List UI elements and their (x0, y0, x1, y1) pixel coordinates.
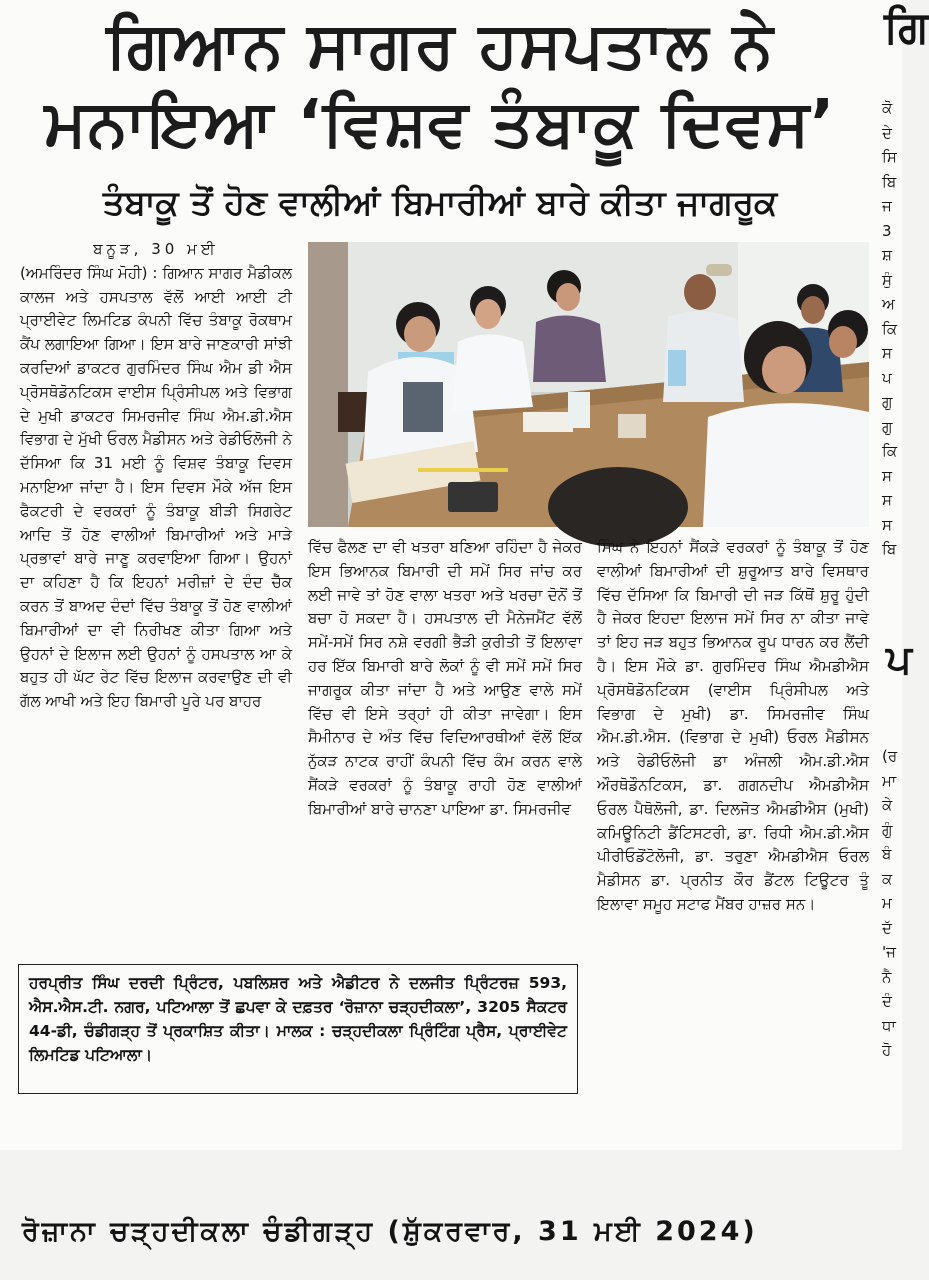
fragment-line: ਸ (882, 344, 892, 362)
fragment-line: ਕਿ (882, 442, 898, 460)
fragment-line: ਬੰ (882, 845, 892, 863)
fragment-line: ਪ (882, 368, 892, 387)
fragment-line: ਗੁੰ (882, 820, 893, 839)
fragment-line: ਸ (882, 491, 892, 509)
article-photo (308, 242, 869, 527)
article-column-2 (308, 536, 582, 956)
fragment-line: 'ਜ (882, 943, 896, 961)
fragment-line: ਨੈ (882, 967, 892, 986)
printer-imprint-box (18, 964, 578, 1094)
fragment-line: ਮ (882, 894, 892, 912)
fragment-line: ਕਿ (882, 319, 898, 338)
fragment-line: ਕ (882, 869, 893, 888)
newspaper-footer-line: ਰੋਜ਼ਾਨਾ ਚੜ੍ਹਦੀਕਲਾ ਚੰਡੀਗੜ੍ਹ (ਸ਼ੁੱਕਰਵਾਰ, 31 ਮਈ 2024) (22, 1216, 758, 1247)
fragment-line: ਕੇ (882, 796, 893, 814)
article-column-1 (20, 238, 292, 958)
fragment-line: ਸਿ (882, 148, 897, 166)
fragment-line: ਦੰ (882, 992, 892, 1010)
fragment-line: ਕੋ (882, 99, 893, 117)
imprint-text: ਹਰਪ੍ਰੀਤ ਸਿੰਘ ਦਰਦੀ ਪ੍ਰਿੰਟਰ, ਪਬਲਿਸ਼ਰ ਅਤੇ ਐਡੀਟਰ ਨੇ ਦਲਜੀਤ ਪ੍ਰਿੰਟਰਜ਼ 593, ਐਸ.ਐਸ.ਟੀ. ਨਗਰ, ਪਟਿਆਲਾ ਤੋਂ ਛਪਵਾ ਕੇ ਦਫ਼ਤਰ ‘ਰੋਜ਼ਾਨਾ ਚੜ੍ਹਦੀਕਲਾ’, 3205 ਸੈਕਟਰ 44-ਡੀ, ਚੰਡੀਗੜ੍ਹ ਤੋਂ ਪ੍ਰਕਾਸ਼ਿਤ ਕੀਤਾ। ਮਾਲਕ : ਚੜ੍ਹਦੀਕਲਾ ਪ੍ਰਿੰਟਿੰਗ ਪ੍ਰੈਸ, ਪ੍ਰਾਈਵੇਟ ਲਿਮਟਿਡ ਪਟਿਆਲਾ। (29, 974, 567, 1064)
fragment-line: 3 (882, 221, 892, 240)
adjacent-subhead-fragment: ਪ (886, 637, 912, 683)
adjacent-text-fragment-bottom (882, 744, 912, 1114)
fragment-line: ਮਾ (882, 771, 897, 790)
article-text-1: (ਅਮਰਿੰਦਰ ਸਿੰਘ ਮੋਹੀ) : ਗਿਆਨ ਸਾਗਰ ਮੈਡੀਕਲ ਕਾਲਜ ਅਤੇ ਹਸਪਤਾਲ ਵੱਲੋਂ ਆਈ ਆਈ ਟੀ ਪ੍ਰਾਈਵੇਟ ਲਿਮਟਿਡ ਕੰਪਨੀ ਵਿੱਚ ਤੰਬਾਕੂ ਰੋਕਥਾਮ ਕੈਂਪ ਲਗਾਇਆ ਗਿਆ। ਇਸ ਬਾਰੇ ਜਾਣਕਾਰੀ ਸਾਂਝੀ ਕਰਦਿਆਂ ਡਾਕਟਰ ਗੁਰਮਿੰਦਰ ਸਿੰਘ ਐਮ ਡੀ ਐਸ ਪ੍ਰੋਸਥੋਡੋਨਟਿਕਸ ਵਾਈਸ ਪ੍ਰਿੰਸੀਪਲ ਅਤੇ ਵਿਭਾਗ ਦੇ ਮੁਖੀ ਡਾਕਟਰ ਸਿਮਰਜੀਵ ਸਿੰਘ ਐਮ.ਡੀ.ਐਸ ਵਿਭਾਗ ਦੇ ਮੁੱਖੀ ਓਰਲ ਮੈਡੀਸਨ ਅਤੇ ਰੇਡੀਓਲੋਜੀ ਨੇ ਦੱਸਿਆ ਕਿ 31 ਮਈ ਨੂੰ ਵਿਸ਼ਵ ਤੰਬਾਕੂ ਦਿਵਸ ਮਨਾਇਆ ਜਾਂਦਾ ਹੈ। ਇਸ ਦਿਵਸ ਮੌਕੇ ਅੱਜ ਇਸ ਫੈਕਟਰੀ ਦੇ ਵਰਕਰਾਂ ਨੂੰ ਤੰਬਾਕੂ ਬੀੜੀ ਸਿਗਰੇਟ ਆਦਿ ਤੋਂ ਹੋਣ ਵਾਲੀਆਂ ਬਿਮਾਰੀਆਂ ਅਤੇ ਮਾੜੇ ਪ੍ਰਭਾਵਾਂ ਬਾਰੇ ਜਾਣੂ ਕਰਵਾਇਆ ਗਿਆ। ਉਹਨਾਂ ਦਾ ਕਹਿਣਾ ਹੈ ਕਿ ਇਹਨਾਂ ਮਰੀਜ਼ਾਂ ਦੇ ਦੰਦ ਚੈੱਕ ਕਰਨ ਤੋਂ ਬਾਅਦ ਦੰਦਾਂ ਵਿੱਚ ਤੰਬਾਕੂ ਤੋਂ ਹੋਣ ਵਾਲੀਆਂ ਬਿਮਾਰੀਆਂ ਦਾ ਵੀ ਨਿਰੀਖਣ ਕੀਤਾ ਗਿਆ ਅਤੇ ਉਹਨਾਂ ਦੇ ਇਲਾਜ ਲਈ ਉਹਨਾਂ ਨੂੰ ਹਸਪਤਾਲ ਆ ਕੇ ਬਹੁਤ ਹੀ ਘੱਟ ਰੇਟ ਵਿੱਚ ਇਲਾਜ ਕਰਵਾਉਣ ਦੀ ਵੀ ਗੱਲ ਆਖੀ ਅਤੇ ਇਹ ਬਿਮਾਰੀ ਪੂਰੇ ਪਰ ਬਾਹਰ (20, 263, 292, 711)
subheadline: ਤੰਬਾਕੂ ਤੋਂ ਹੋਣ ਵਾਲੀਆਂ ਬਿਮਾਰੀਆਂ ਬਾਰੇ ਕੀਤਾ ਜਾਗਰੂਕ (102, 183, 778, 223)
fragment-line: ਸ (882, 515, 892, 534)
article-column-3 (597, 536, 869, 1078)
fragment-line: ਅ (882, 295, 895, 313)
article-text-3: ਸਿੰਘ ਨੇ ਇਹਨਾਂ ਸੈਂਕੜੇ ਵਰਕਰਾਂ ਨੂੰ ਤੰਬਾਕੂ ਤੋਂ ਹੋਣ ਵਾਲੀਆਂ ਬਿਮਾਰੀਆਂ ਦੀ ਸ਼ੁਰੂਆਤ ਬਾਰੇ ਵਿਸਥਾਰ ਵਿੱਚ ਦੱਸਿਆ ਕਿ ਬਿਮਾਰੀ ਦੀ ਜੜ ਕਿੱਥੋਂ ਸ਼ੁਰੂ ਹੁੰਦੀ ਹੈ ਜੇਕਰ ਇਹਦਾ ਇਲਾਜ ਸਮੇਂ ਸਿਰ ਨਾ ਕੀਤਾ ਜਾਵੇ ਤਾਂ ਇਹ ਜੜ ਬਹੁਤ ਭਿਆਨਕ ਰੂਪ ਧਾਰਨ ਕਰ ਲੈਂਦੀ ਹੈ। ਇਸ ਮੌਕੇ ਡਾ. ਗੁਰਮਿੰਦਰ ਸਿੰਘ ਐਮਡੀਐਸ ਪ੍ਰੋਸਥੋਡੋਨਟਿਕਸ (ਵਾਈਸ ਪ੍ਰਿੰਸੀਪਲ ਅਤੇ ਵਿਭਾਗ ਦੇ ਮੁਖੀ) ਡਾ. ਸਿਮਰਜੀਵ ਸਿੰਘ ਐਮ.ਡੀ.ਐਸ. (ਵਿਭਾਗ ਦੇ ਮੁਖੀ) ਓਰਲ ਮੈਡੀਸਨ ਅਤੇ ਰੇਡੀਓਲੋਜੀ ਡਾ ਅੰਜਲੀ ਐਮ.ਡੀ.ਐਸ ਔਰਥੋਡੌਨਟਿਕਸ, ਡਾ. ਗਗਨਦੀਪ ਐਮਡੀਐਸ ਓਰਲ ਪੈਥੋਲੋਜੀ, ਡਾ. ਦਿਲਜੋਤ ਐਮਡੀਐਸ (ਮੁਖੀ) ਕਮਿਊਨਿਟੀ ਡੈਂਟਿਸਟਰੀ, ਡਾ. ਰਿਧੀ ਐਮ.ਡੀ.ਐਸ ਪੀਰੀਓਡੋਂਟੋਲੋਜੀ, ਡਾ. ਤਰੁਣਾ ਐਮਡੀਐਸ ਓਰਲ ਮੈਡੀਸਨ ਡਾ. ਪ੍ਰਨੀਤ ਕੌਰ ਡੈਂਟਲ ਟਿਊਟਰ ਤੂੰ ਇਲਾਵਾ ਸਮੂਹ ਸਟਾਫ ਮੈਂਬਰ ਹਾਜ਼ਰ ਸਨ। (597, 538, 869, 913)
photo-tobacco-camp (308, 242, 869, 527)
fragment-line: ਹੋ (882, 1041, 892, 1059)
adjacent-text-fragment-top (882, 96, 912, 616)
fragment-line: ਸ (882, 466, 892, 485)
headline-line-1: ਗਿਆਨ ਸਾਗਰ ਹਸਪਤਾਲ ਨੇ (106, 9, 774, 83)
adjacent-headline-fragment: ਗਿ (884, 2, 929, 53)
fragment-line: ਗੁ (882, 417, 893, 436)
fragment-line: ਸੁੰ (882, 270, 892, 289)
fragment-line: ਸ਼ (882, 246, 892, 264)
fragment-line: ਦੱ (882, 918, 892, 937)
fragment-line: ਬਿ (882, 540, 897, 558)
article-text-2: ਵਿੱਚ ਫੈਲਣ ਦਾ ਵੀ ਖਤਰਾ ਬਣਿਆ ਰਹਿੰਦਾ ਹੈ ਜੇਕਰ ਇਸ ਭਿਆਨਕ ਬਿਮਾਰੀ ਦੀ ਸਮੇਂ ਸਿਰ ਜਾਂਚ ਕਰ ਲਈ ਜਾਵੇ ਤਾਂ ਹੋਣ ਵਾਲਾ ਖਤਰਾ ਅਤੇ ਖਰਚਾ ਦੋਨੋਂ ਤੋਂ ਬਚਾ ਹੋ ਸਕਦਾ ਹੈ। ਹਸਪਤਾਲ ਦੀ ਮੈਨੇਜਮੈਂਟ ਵੱਲੋਂ ਸਮੇਂ-ਸਮੇਂ ਸਿਰ ਨਸ਼ੇ ਵਰਗੀ ਭੈੜੀ ਕੁਰੀਤੀ ਤੋਂ ਇਲਾਵਾ ਹਰ ਇੱਕ ਬਿਮਾਰੀ ਬਾਰੇ ਲੋਕਾਂ ਨੂੰ ਵੀ ਸਮੇਂ ਸਮੇਂ ਸਿਰ ਜਾਗਰੂਕ ਕੀਤਾ ਜਾਂਦਾ ਹੈ ਅਤੇ ਆਉਣ ਵਾਲੇ ਸਮੇਂ ਵਿੱਚ ਵੀ ਇਸੇ ਤਰ੍ਹਾਂ ਹੀ ਕੀਤਾ ਜਾਵੇਗਾ। ਇਸ ਸੈਮੀਨਾਰ ਦੇ ਅੰਤ ਵਿੱਚ ਵਿਦਿਆਰਥੀਆਂ ਵੱਲੋਂ ਇੱਕ ਨੁੱਕੜ ਨਾਟਕ ਰਾਹੀਂ ਕੰਪਨੀ ਵਿੱਚ ਕੰਮ ਕਰਨ ਵਾਲੇ ਸੈਂਕੜੇ ਵਰਕਰਾਂ ਨੂੰ ਤੰਬਾਕੂ ਰਾਹੀ ਹੋਣ ਵਾਲੀਆਂ ਬਿਮਾਰੀਆਂ ਬਾਰੇ ਚਾਨਣਾ ਪਾਇਆ ਡਾ. ਸਿਮਰਜੀਵ (308, 538, 582, 818)
fragment-line: ਬਿ (882, 172, 897, 191)
fragment-line: (ਰ (882, 747, 898, 765)
fragment-line: ਜ (882, 197, 892, 215)
fragment-line: ਧਾ (882, 1016, 896, 1035)
headline-line-2: ਮਨਾਇਆ ‘ਵਿਸ਼ਵ ਤੰਬਾਕੂ ਦਿਵਸ’ (44, 87, 836, 161)
dateline: ਬਨੂੜ, 30 ਮਈ (93, 240, 219, 258)
fragment-line: ਦੇ (882, 123, 892, 142)
fragment-line: ਗੁ (882, 393, 893, 411)
